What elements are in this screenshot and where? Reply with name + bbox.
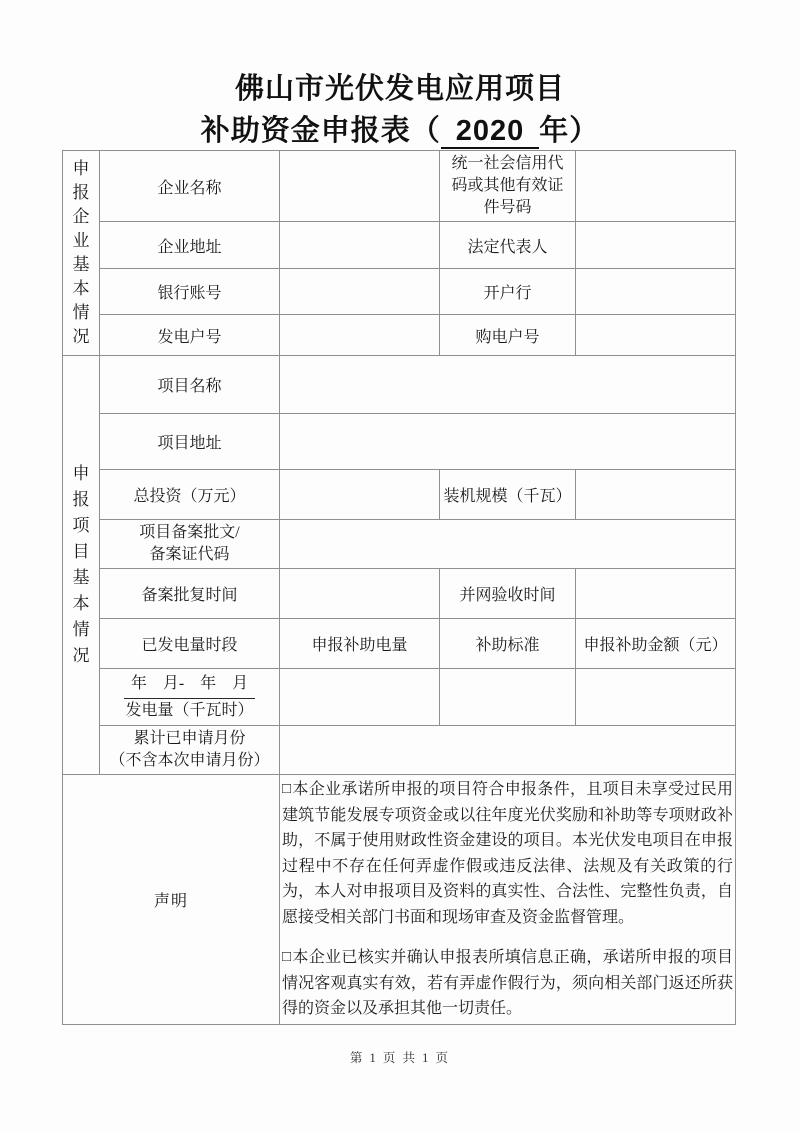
field-value-bank-account [280, 269, 440, 315]
table-row [63, 356, 736, 414]
field-value-record-approval-time [280, 569, 440, 619]
field-value-company-name [280, 151, 440, 222]
field-value-subsidy-standard [440, 669, 576, 726]
field-value-subsidy-power [280, 669, 440, 726]
field-label-bank-account: 银行账号 [100, 269, 280, 315]
page-title-line2 [0, 110, 800, 152]
field-label-total-investment: 总投资（万元） [100, 470, 280, 520]
page-footer [0, 1048, 800, 1066]
field-value-purchase-account [576, 315, 736, 356]
column-header-generation-period: 已发电量时段 [100, 619, 280, 669]
page-title-line2-prefix: 补助资金申报表（ [200, 115, 441, 147]
field-value-installed-capacity [576, 470, 736, 520]
field-label-installed-capacity: 装机规模（千瓦） [440, 470, 576, 520]
field-value-applied-months [280, 726, 736, 775]
checkbox-icon: □ [282, 949, 292, 965]
table-row [63, 222, 736, 269]
section-header-project [63, 356, 100, 775]
field-value-generation-account [280, 315, 440, 356]
field-label-uscc-line3: 件号码 [483, 199, 532, 216]
section-header-company [63, 151, 100, 356]
field-label-applied-months [100, 726, 280, 775]
declaration-paragraph-1-text: 本企业承诺所申报的项目符合申报条件，且项目未享受过民用建筑节能发展专项资金或以往年度光伏奖励和补助等专项财政补助，不属于使用财政性资金建设的项目。本光伏发电项目在申报过程中不存在任何弄虚作假或违反法律、法规及有关政策的行为，本人对申报项目及资料的真实性、合法性、完整性负责，自愿接受相关部门书面和现场审查及资金监督管理。 [282, 781, 733, 926]
section-header-project-text: 申报项目基本情况 [72, 464, 90, 665]
table-row [63, 669, 736, 726]
period-year-month-blank: 年 月- 年 月 [124, 671, 255, 699]
field-label-generation-account: 发电户号 [100, 315, 280, 356]
declaration-paragraph-2 [282, 945, 733, 1022]
field-label-project-address: 项目地址 [100, 414, 280, 470]
field-label-uscc [440, 151, 576, 222]
table-row [63, 775, 736, 1025]
column-header-subsidy-power: 申报补助电量 [280, 619, 440, 669]
field-label-project-name: 项目名称 [100, 356, 280, 414]
field-label-company-address: 企业地址 [100, 222, 280, 269]
field-label-legal-representative: 法定代表人 [440, 222, 576, 269]
table-row [63, 569, 736, 619]
field-value-total-investment [280, 470, 440, 520]
table-row [63, 520, 736, 569]
field-label-uscc-line1: 统一社会信用代 [451, 155, 564, 172]
field-label-record-document-line1: 项目备案批文/ [139, 524, 240, 541]
declaration-paragraph-2-text: 本企业已核实并确认申报表所填信息正确，承诺所申报的项目情况客观真实有效，若有弄虚作假行为，须向相关部门返还所获得的资金以及承担其他一切责任。 [282, 949, 733, 1017]
field-label-applied-months-line1: 累计已申请月份 [133, 730, 246, 747]
declaration-paragraph-1 [282, 777, 733, 930]
field-label-period-generation [100, 669, 280, 726]
field-label-purchase-account: 购电户号 [440, 315, 576, 356]
checkbox-icon: □ [282, 781, 292, 797]
field-value-grid-acceptance-time [576, 569, 736, 619]
page-title-line1: 佛山市光伏发电应用项目 [234, 73, 565, 105]
field-label-record-approval-time: 备案批复时间 [100, 569, 280, 619]
section-header-declaration: 声明 [63, 775, 280, 1025]
field-value-project-address [280, 414, 736, 470]
declaration-content-cell [280, 775, 736, 1025]
table-row [63, 414, 736, 470]
table-row [63, 726, 736, 775]
page-title [0, 68, 800, 152]
field-label-grid-acceptance-time: 并网验收时间 [440, 569, 576, 619]
table-row [63, 315, 736, 356]
field-value-project-name [280, 356, 736, 414]
application-form-table [62, 150, 736, 1025]
field-value-bank-branch [576, 269, 736, 315]
field-value-uscc [576, 151, 736, 222]
column-header-subsidy-amount: 申报补助金额（元） [576, 619, 736, 669]
field-label-company-name: 企业名称 [100, 151, 280, 222]
field-label-generation-kwh: 发电量（千瓦时） [125, 702, 254, 719]
title-year-field: 2020 [441, 116, 540, 149]
field-value-record-document [280, 520, 736, 569]
field-value-company-address [280, 222, 440, 269]
table-row [63, 269, 736, 315]
field-label-bank-branch: 开户行 [440, 269, 576, 315]
table-row [63, 619, 736, 669]
column-header-subsidy-standard: 补助标准 [440, 619, 576, 669]
page-title-line2-suffix: 年） [539, 115, 600, 147]
field-label-uscc-line2: 码或其他有效证 [451, 177, 564, 194]
section-header-company-text: 申报企业基本情况 [72, 159, 90, 346]
table-row [63, 470, 736, 520]
field-label-record-document [100, 520, 280, 569]
field-label-applied-months-line2: （不含本次申请月份） [109, 752, 270, 769]
field-value-legal-representative [576, 222, 736, 269]
field-label-record-document-line2: 备案证代码 [149, 546, 230, 563]
page-number-indicator: 第 1 页 共 1 页 [349, 1051, 451, 1065]
field-value-subsidy-amount [576, 669, 736, 726]
table-row [63, 151, 736, 222]
